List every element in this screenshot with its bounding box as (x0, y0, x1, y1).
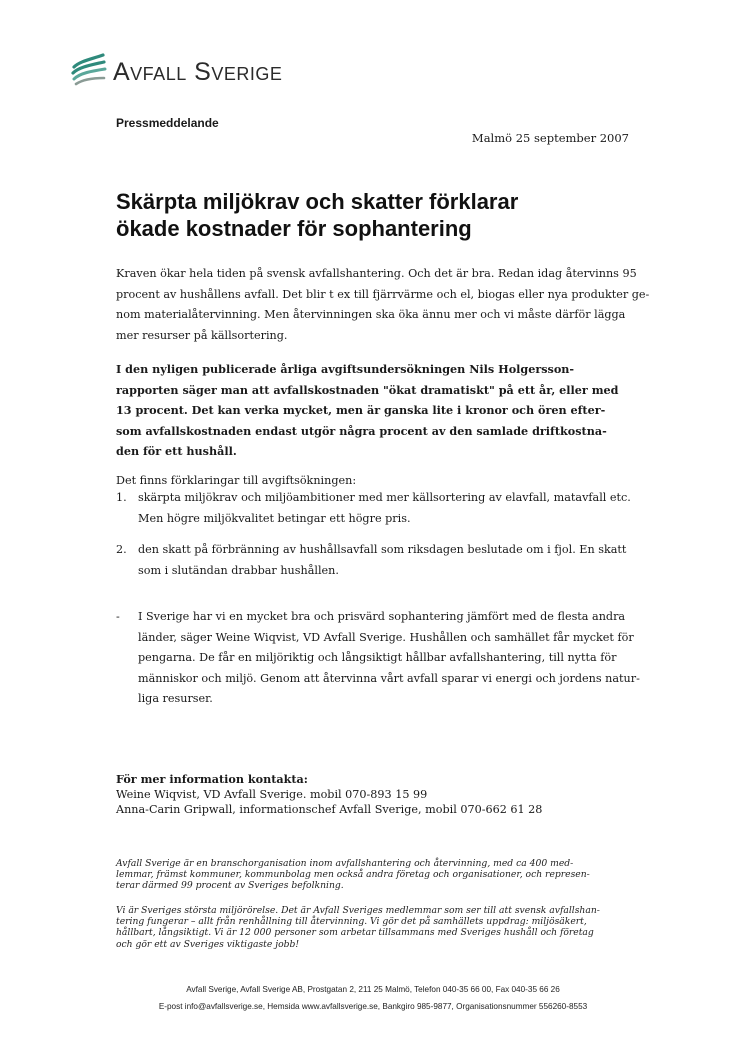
title-line: Skärpta miljökrav och skatter förklarar (116, 189, 519, 214)
mission-line: hållbart, långsiktigt. Vi är 12 000 personer som arbetar tillsammans med Sveriges hushåll och företag (116, 927, 594, 939)
list-item-line: Men högre miljökvalitet betingar ett högre pris. (138, 511, 411, 525)
address-line: Avfall Sverige, Avfall Sverige AB, Prostgatan 2, 211 25 Malmö, Telefon 040-35 66 00, Fax 040-35 66 26 (186, 985, 560, 994)
quote-line: I Sverige har vi en mycket bra och prisvärd sophantering jämfört med de flesta andra (138, 610, 626, 623)
quote-line: länder, säger Weine Wiqvist, VD Avfall Sverige. Hushållen och samhället får mycket för (138, 630, 634, 644)
list-item-line: den skatt på förbränning av hushållsavfall som riksdagen beslutade om i fjol. En skatt (138, 543, 627, 556)
paragraph-line: Kraven ökar hela tiden på svensk avfallshantering. Och det är bra. Redan idag återvinns 95 (116, 267, 637, 280)
explanations-intro: Det finns förklaringar till avgiftsökningen: (116, 474, 357, 487)
brand-logo (70, 52, 320, 92)
paragraph-line: mer resurser på källsortering. (116, 328, 288, 342)
document-type-label: Pressmeddelande (116, 116, 219, 130)
about-line: lemmar, främst kommuner, kommunbolag men också andra företag och organisationer, och represen- (116, 869, 590, 881)
quote-marker: - (116, 610, 120, 623)
title-line: ökade kostnader för sophantering (116, 216, 472, 241)
contact-person: Anna-Carin Gripwall, informationschef Avfall Sverige, mobil 070-662 61 28 (116, 803, 543, 817)
wave-logo-icon (70, 52, 108, 90)
document-date: Malmö 25 september 2007 (471, 131, 629, 145)
quote-line: människor och miljö. Genom att återvinna vårt avfall sparar vi energi och jordens natur- (138, 671, 640, 685)
mission-line: tering fungerar – allt från renhållning till återvinning. Vi gör det på samhällets uppdrag: miljösäkert, (116, 916, 587, 928)
list-marker: 1. (116, 491, 127, 504)
address-line: E-post info@avfallsverige.se, Hemsida www.avfallsverige.se, Bankgiro 985-9877, Organisationsnummer 556260-8553 (158, 1002, 588, 1011)
paragraph-line: I den nyligen publicerade årliga avgiftsundersökningen Nils Holgersson- (116, 362, 575, 376)
mission-line: och gör ett av Sveriges viktigaste jobb! (116, 938, 300, 950)
list-item-line: skärpta miljökrav och miljöambitioner med mer källsortering av elavfall, matavfall etc. (138, 491, 631, 504)
paragraph-line: rapporten säger man att avfallskostnaden "ökat dramatiskt" på ett år, eller med (116, 382, 619, 397)
about-line: terar därmed 99 procent av Sveriges befolkning. (116, 880, 344, 892)
list-item-line: som i slutändan drabbar hushållen. (138, 563, 339, 577)
mission-line: Vi är Sveriges största miljörörelse. Det är Avfall Sveriges medlemmar som ser till att svensk avfallshan- (116, 905, 600, 916)
paragraph-line: 13 procent. Det kan verka mycket, men är ganska lite i kronor och ören efter- (116, 403, 606, 418)
contact-section (116, 772, 542, 818)
intro-paragraph (116, 264, 649, 346)
paragraph-line: procent av hushållens avfall. Det blir t ex till fjärrvärme och el, biogas eller nya produkter ge- (116, 287, 650, 301)
brand-wordmark: Avfall Sverige (113, 58, 283, 86)
about-paragraph (116, 858, 590, 892)
quote-line: liga resurser. (138, 692, 213, 706)
paragraph-line: den för ett hushåll. (116, 444, 237, 459)
contact-heading: För mer information kontakta: (116, 772, 308, 786)
page-title (116, 188, 636, 242)
list-marker: 2. (116, 543, 127, 556)
contact-person: Weine Wiqvist, VD Avfall Sverige. mobil 070-893 15 99 (116, 788, 428, 802)
quote-line: pengarna. De får en miljöriktig och långsiktigt hållbar avfallshantering, till nytta för (138, 651, 617, 665)
paragraph-line: som avfallskostnaden endast utgör några procent av den samlade driftkostna- (116, 423, 607, 438)
about-line: Avfall Sverige är en branschorganisation inom avfallshantering och återvinning, med ca 400 med- (116, 858, 574, 869)
lead-paragraph (116, 359, 618, 462)
mission-paragraph (116, 905, 600, 950)
paragraph-line: nom materialåtervinning. Men återvinningen ska öka ännu mer och vi måste därför lägga (116, 308, 626, 322)
